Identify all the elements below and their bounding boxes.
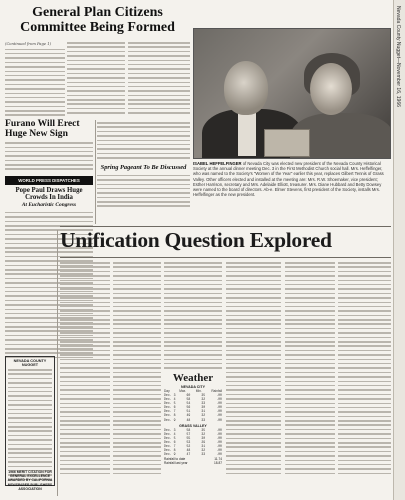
- text-lines: [226, 262, 281, 474]
- general-plan-story: [5, 6, 190, 35]
- caption-name: ISABEL HEFFELFINGER: [193, 161, 242, 166]
- weather-row: Dec. 7 51 31 .00: [164, 409, 222, 414]
- nugget-box: [5, 356, 55, 486]
- unification-col5: [285, 262, 335, 477]
- weather-row: Dec. 4 58 32 .00: [164, 397, 222, 402]
- pope-headline: Pope Paul Draws Huge Crowds In India: [15, 187, 83, 202]
- spring-headline: Spring Pageant To Be Discussed: [100, 164, 187, 171]
- award-notice: 1966 MERIT CITATION FOR GENERAL EXCELLENCE AWARDED BY CALIFORNIA NEWSPAPER PUBLISHERS ASSOCIATION: [7, 470, 53, 491]
- text-lines: [60, 262, 110, 474]
- photo-caption: [193, 161, 391, 197]
- weather-row: Dec. 6 56 30 .00: [164, 405, 222, 410]
- pope-subhead: At Eucharistic Congress: [21, 202, 77, 209]
- weather-row: Dec. 9 47 33 .00: [164, 452, 222, 457]
- wpd-box: [5, 176, 93, 185]
- banner-rule-top: [60, 226, 391, 227]
- text-lines: [113, 262, 161, 474]
- text-lines: [164, 262, 222, 369]
- banner-rule-bottom: [60, 257, 391, 258]
- furano-headline: Furano Will Erect Huge New Sign: [5, 118, 80, 140]
- banner-headline: Unification Question Explored: [60, 228, 332, 252]
- text-lines: [285, 262, 335, 474]
- running-head: Nevada County Nugget—November 16, 1966: [395, 6, 401, 107]
- caption-text: of Nevada City was elected new president of the Nevada County Historical Society at the annual dinner meeting Dec. 3 in the First Methodist Church social hall. Mrs. Heffelfinger, who was named to the Society's "Women of the Year" earlier this year, replaces Gilbert Tennis of Grass Valley. Other officers elected and installed at the meeting are: Mrs. R.W. Shoemaker, vice president; Esther Harrison, secretary and Mrs. Adelaide Elliott, treasurer. Mrs. Diane Hubbard and Betty Dowsey were named to the board of directors. Ab-e. Elmer Stevens, first president of the Society, installs Mrs. Heffelfinger as the new president.: [193, 161, 384, 198]
- furano-col2: [97, 122, 190, 162]
- running-head-strip: [393, 0, 405, 500]
- general-plan-col2: [67, 42, 125, 117]
- nevada-city-label: NEVADA CITY: [181, 385, 205, 389]
- grass-valley-label: GRASS VALLEY: [179, 423, 207, 428]
- banner-headline-wrap: [60, 228, 391, 256]
- general-plan-headline: General Plan Citizens Committee Being Formed: [20, 5, 175, 35]
- spring-story: [97, 165, 190, 210]
- weather-row: Dec. 3 58 35 .00: [164, 427, 222, 432]
- text-lines: [128, 42, 190, 114]
- unification-col2: [113, 262, 161, 477]
- wpd-label: WORLD PRESS DISPATCHES: [5, 176, 93, 185]
- furano-story: [5, 119, 93, 173]
- weather-header: Day Max. Min. Rainfall: [164, 389, 222, 393]
- weather-row: Dec. 9 48 33 .00: [164, 417, 222, 422]
- continued-note: (Continued from Page 1): [5, 42, 52, 46]
- weather-row: Dec. 7 52 31 .00: [164, 444, 222, 449]
- unification-col4: [226, 262, 281, 477]
- text-lines: [67, 42, 125, 114]
- weather-title: Weather: [172, 372, 214, 384]
- nugget-title: NEVADA COUNTY NUGGET: [13, 359, 47, 367]
- weather-row: Dec. 5 54 33 .00: [164, 401, 222, 406]
- text-lines: [5, 49, 65, 116]
- unification-col3: [164, 262, 222, 372]
- weather-row: Dec. 6 53 29 .00: [164, 439, 222, 444]
- text-lines: [97, 175, 190, 207]
- society-photo: [193, 28, 391, 159]
- nevada-city-rows: [164, 393, 222, 422]
- rain-last-year: Rainfall last year 18.87: [164, 461, 222, 466]
- rain-to-date: Rainfall to date 11.74: [164, 457, 222, 462]
- grass-valley-rows: [164, 428, 222, 457]
- weather-row: Dec. 5 55 30 .00: [164, 435, 222, 440]
- weather-box: [164, 372, 222, 498]
- weather-row: Dec. 8 49 32 .00: [164, 413, 222, 418]
- text-lines: [8, 369, 52, 480]
- general-plan-col1: [5, 42, 65, 119]
- unification-col6: [338, 262, 391, 477]
- general-plan-col3: [128, 42, 190, 117]
- weather-row: Dec. 4 57 32 .00: [164, 431, 222, 436]
- column-rule: [95, 120, 96, 224]
- column-rule: [57, 230, 58, 496]
- weather-row: Dec. 3 60 35 .00: [164, 393, 222, 397]
- unification-col1: [60, 262, 110, 477]
- text-lines: [5, 142, 93, 170]
- text-lines: [338, 262, 391, 474]
- text-lines: [97, 122, 190, 159]
- weather-row: Dec. 8 48 32 .00: [164, 448, 222, 453]
